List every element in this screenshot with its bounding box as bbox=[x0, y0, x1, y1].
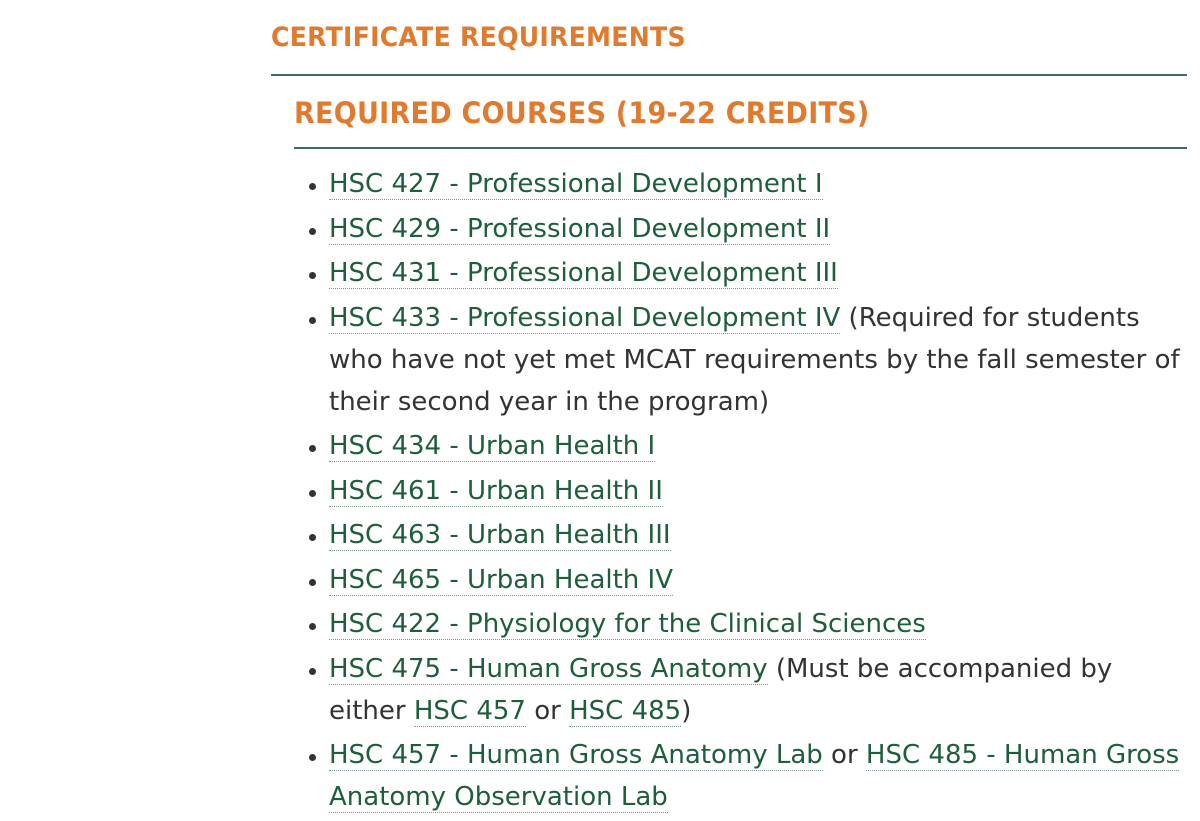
course-link-hsc-485-short[interactable]: HSC 485 bbox=[569, 695, 682, 726]
list-item bbox=[329, 514, 1191, 556]
list-item bbox=[329, 297, 1191, 423]
required-courses-heading: REQUIRED COURSES (19-22 CREDITS) bbox=[294, 96, 870, 130]
list-item bbox=[329, 648, 1191, 732]
list-item bbox=[329, 603, 1191, 645]
course-link-hsc-429[interactable]: HSC 429 - Professional Development II bbox=[329, 213, 831, 244]
course-link-hsc-465[interactable]: HSC 465 - Urban Health IV bbox=[329, 564, 674, 595]
list-item bbox=[329, 734, 1191, 818]
list-item bbox=[329, 163, 1191, 205]
course-link-hsc-434[interactable]: HSC 434 - Urban Health I bbox=[329, 431, 656, 461]
course-note-or: or bbox=[831, 740, 858, 770]
list-item bbox=[329, 470, 1191, 512]
course-link-hsc-485[interactable]: HSC 485 - Human Gross Anatomy Observation Lab bbox=[329, 740, 1180, 812]
course-link-hsc-457[interactable]: HSC 457 - Human Gross Anatomy Lab bbox=[329, 740, 823, 770]
list-item bbox=[329, 425, 1191, 467]
list-item bbox=[329, 252, 1191, 294]
list-item bbox=[329, 208, 1191, 250]
course-link-hsc-463[interactable]: HSC 463 - Urban Health III bbox=[329, 520, 671, 550]
course-link-hsc-422[interactable]: HSC 422 - Physiology for the Clinical Sciences bbox=[329, 609, 926, 639]
course-note: (Required for students who have not yet met MCAT requirements by the fall semester of their second year in the program) bbox=[329, 302, 1180, 417]
subheading-divider bbox=[294, 147, 1187, 149]
required-courses-list bbox=[329, 163, 1191, 821]
course-note-close: ) bbox=[681, 695, 692, 726]
list-item bbox=[329, 559, 1191, 601]
certificate-requirements-heading: CERTIFICATE REQUIREMENTS bbox=[271, 22, 686, 53]
course-link-hsc-433[interactable]: HSC 433 - Professional Development IV bbox=[329, 302, 841, 333]
heading-divider bbox=[271, 74, 1187, 76]
course-note: (Must be accompanied by either bbox=[329, 653, 1113, 726]
course-link-hsc-457-short[interactable]: HSC 457 bbox=[413, 695, 526, 726]
course-link-hsc-475[interactable]: HSC 475 - Human Gross Anatomy bbox=[329, 653, 768, 684]
course-link-hsc-431[interactable]: HSC 431 - Professional Development III bbox=[329, 258, 838, 288]
course-link-hsc-427[interactable]: HSC 427 - Professional Development I bbox=[329, 169, 823, 199]
course-link-hsc-461[interactable]: HSC 461 - Urban Health II bbox=[329, 475, 663, 506]
course-note-or: or bbox=[534, 695, 561, 726]
